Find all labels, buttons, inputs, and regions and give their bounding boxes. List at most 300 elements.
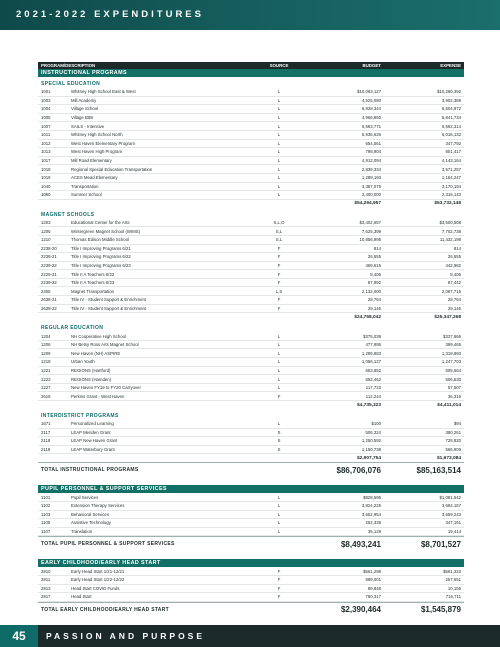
program-description: Title I Improving Programs 6/22 bbox=[71, 254, 131, 260]
program-description: REGIONS (Hamden) bbox=[71, 376, 112, 382]
budget-value: 35,129 bbox=[367, 529, 381, 535]
program-description: Title II A Teachers 6/22 bbox=[71, 271, 115, 277]
program-code: 2405 bbox=[41, 288, 51, 294]
table-row bbox=[38, 502, 464, 511]
program-code: 1210 bbox=[41, 237, 51, 243]
budget-value: 469,615 bbox=[365, 262, 381, 268]
funding-source: L bbox=[277, 106, 281, 112]
table-row bbox=[38, 270, 464, 279]
program-code: 2616 bbox=[41, 393, 51, 399]
budget-value: 2,132,000 bbox=[361, 288, 381, 294]
table-row bbox=[38, 157, 464, 166]
expense-value: 3,694,167 bbox=[441, 503, 461, 509]
expense-value: 4,143,164 bbox=[441, 158, 461, 164]
funding-source: L,S bbox=[275, 288, 283, 294]
budget-value: $561,298 bbox=[363, 568, 381, 574]
subtotal-expense: $4,411,014 bbox=[437, 402, 461, 408]
program-code: 1101 bbox=[41, 494, 51, 500]
funding-source: L bbox=[277, 158, 281, 164]
budget-value: 750,317 bbox=[365, 594, 381, 600]
program-description: Personalized Learning bbox=[71, 421, 114, 427]
col-budget: BUDGET bbox=[362, 63, 381, 68]
program-description: Urban Youth bbox=[71, 359, 95, 365]
subtotal-budget: $54,294,957 bbox=[354, 201, 381, 207]
program-description: New Haven (NH) ASPIRE bbox=[71, 350, 121, 356]
funding-source: L bbox=[277, 350, 281, 356]
budget-value: 5,593,771 bbox=[361, 123, 381, 129]
expense-value: $561,323 bbox=[443, 568, 461, 574]
program-code: 2117 bbox=[41, 429, 51, 435]
table-row bbox=[38, 576, 464, 585]
subtotal-expense: $25,347,268 bbox=[434, 314, 461, 320]
table-row bbox=[38, 585, 464, 594]
table-row bbox=[38, 349, 464, 358]
program-code: 1105 bbox=[41, 520, 51, 526]
program-code: 2239-22 bbox=[41, 262, 57, 268]
subsection-regular-education: REGULAR EDUCATION bbox=[41, 325, 104, 332]
table-row bbox=[38, 493, 464, 502]
section-pupil-personnel: PUPIL PERSONNEL & SUPPORT SERVICES bbox=[38, 485, 464, 493]
expense-value: $3,500,508 bbox=[439, 220, 461, 226]
table-row bbox=[38, 446, 464, 455]
budget-value: 652,462 bbox=[365, 376, 381, 382]
expense-value: 3,170,194 bbox=[441, 183, 461, 189]
expense-value: 801,417 bbox=[445, 149, 461, 155]
program-description: Magnet Transportation bbox=[71, 288, 114, 294]
funding-source: F bbox=[277, 594, 281, 600]
funding-source: S bbox=[277, 429, 281, 435]
funding-source: L bbox=[277, 192, 281, 198]
funding-source: S,L bbox=[275, 237, 283, 243]
program-description: Whitney High School North bbox=[71, 132, 123, 138]
expense-value: $1,081,542 bbox=[439, 494, 461, 500]
table-row bbox=[38, 341, 464, 350]
program-code: 1017 bbox=[41, 158, 51, 164]
pupil-personnel-rows bbox=[38, 493, 464, 536]
total-label: TOTAL PUPIL PERSONNEL & SUPPORT SERVICES bbox=[41, 541, 175, 548]
expense-value: 7,702,738 bbox=[441, 228, 461, 234]
funding-source: L bbox=[277, 503, 281, 509]
early-childhood-rows bbox=[38, 567, 464, 601]
program-code: 2817 bbox=[41, 594, 51, 600]
program-description: Head Start COVID Funds bbox=[71, 585, 120, 591]
program-description: Transportation bbox=[71, 183, 99, 189]
total-label: TOTAL EARLY CHILDHOOD/EARLY HEAD START bbox=[41, 606, 169, 613]
interdistrict-subtotal bbox=[38, 454, 464, 462]
program-description: Village School bbox=[71, 106, 99, 112]
magnet-schools-subtotal bbox=[38, 313, 464, 321]
program-description: SAILS - Intensive bbox=[71, 123, 105, 129]
section-early-childhood: EARLY CHILDHOOD/EARLY HEAD START bbox=[38, 559, 464, 567]
program-code: 1209 bbox=[41, 350, 51, 356]
expense-value: 2,087,716 bbox=[441, 288, 461, 294]
program-description: Perkins Grant - West Haven bbox=[71, 393, 125, 399]
program-code: 1205 bbox=[41, 228, 51, 234]
program-description: Title I Improving Programs 6/23 bbox=[71, 262, 131, 268]
program-description: REGIONS (Hartford) bbox=[71, 367, 111, 373]
table-row bbox=[38, 174, 464, 183]
funding-source: F bbox=[277, 245, 281, 251]
expenditure-table bbox=[38, 62, 464, 617]
table-row bbox=[38, 262, 464, 271]
budget-value: 6,928,344 bbox=[361, 106, 381, 112]
funding-source: L bbox=[277, 123, 281, 129]
program-code: 1203 bbox=[41, 220, 51, 226]
funding-source: L bbox=[277, 115, 281, 121]
program-code: 1004 bbox=[41, 106, 51, 112]
expense-value: 3,571,257 bbox=[441, 166, 461, 172]
program-code: 1103 bbox=[41, 511, 51, 517]
special-education-rows bbox=[38, 88, 464, 200]
column-header-row bbox=[38, 62, 464, 69]
program-description: NH Betsy Ross Arts Magnet School bbox=[71, 342, 139, 348]
funding-source: L bbox=[277, 97, 281, 103]
budget-value: 1,056,127 bbox=[361, 359, 381, 365]
subsection-special-education: SPECIAL EDUCATION bbox=[41, 81, 101, 87]
program-description: Translation bbox=[71, 529, 93, 535]
expense-value: 6,016,132 bbox=[441, 132, 461, 138]
total-budget: $2,390,464 bbox=[340, 605, 381, 615]
expense-value: $94 bbox=[453, 421, 461, 427]
budget-value: 3,387,075 bbox=[361, 183, 381, 189]
table-row bbox=[38, 191, 464, 200]
program-code: 2238-21 bbox=[41, 254, 57, 260]
expense-value: 87,442 bbox=[447, 280, 461, 286]
budget-value: 989,001 bbox=[365, 577, 381, 583]
funding-source: S,L,O bbox=[273, 220, 285, 226]
subtotal-expense: $53,732,148 bbox=[434, 201, 461, 207]
program-description: Regional Special Education Transportation bbox=[71, 166, 153, 172]
expense-value: 3,559,243 bbox=[441, 511, 461, 517]
expense-value: 347,161 bbox=[445, 520, 461, 526]
program-code: 1011 bbox=[41, 132, 51, 138]
expense-value: 566,909 bbox=[445, 447, 461, 453]
total-label: TOTAL INSTRUCTIONAL PROGRAMS bbox=[41, 467, 139, 474]
table-row bbox=[38, 140, 464, 149]
program-description: Early Head Start 1/22-12/22 bbox=[71, 577, 125, 583]
program-code: 1221 bbox=[41, 367, 51, 373]
table-row bbox=[38, 367, 464, 376]
subsection-magnet-schools: MAGNET SCHOOLS bbox=[41, 211, 95, 218]
budget-value: 7,625,399 bbox=[361, 228, 381, 234]
expense-value: 11,432,198 bbox=[439, 237, 461, 243]
budget-value: 112,244 bbox=[365, 393, 381, 399]
expense-value: 257,651 bbox=[445, 577, 461, 583]
total-expense: $8,701,527 bbox=[420, 539, 461, 549]
program-description: Extension Therapy Services bbox=[71, 503, 125, 509]
funding-source: F bbox=[277, 271, 281, 277]
total-instructional-row bbox=[38, 462, 464, 477]
program-code: 2119 bbox=[41, 447, 51, 453]
table-row bbox=[38, 253, 464, 262]
program-code: 1060 bbox=[41, 192, 51, 198]
program-description: Title IV - Student Support & Enrichment bbox=[71, 305, 147, 311]
budget-value: 2,400,000 bbox=[361, 192, 381, 198]
expense-value: 10,155 bbox=[447, 585, 461, 591]
program-description: NH Cooperative High School bbox=[71, 333, 126, 339]
program-description: Village BIBI bbox=[71, 115, 94, 121]
table-row bbox=[38, 593, 464, 602]
expense-value: 29,146 bbox=[447, 305, 461, 311]
table-row bbox=[38, 97, 464, 106]
expense-value: 6,604,972 bbox=[441, 106, 461, 112]
table-row bbox=[38, 88, 464, 97]
regular-education-rows bbox=[38, 332, 464, 401]
expense-value: $10,260,392 bbox=[437, 89, 461, 95]
program-description: LEAP Meriden Grant bbox=[71, 429, 111, 435]
program-description: Mill Academy bbox=[71, 97, 97, 103]
budget-value: 477,995 bbox=[365, 342, 381, 348]
program-code: 1018 bbox=[41, 166, 51, 172]
program-code: 1040 bbox=[41, 183, 51, 189]
budget-value: 8,406 bbox=[370, 271, 381, 277]
expense-value: 5,592,314 bbox=[441, 123, 461, 129]
program-description: Whitney High School East & West bbox=[71, 89, 136, 95]
budget-value: $10,063,127 bbox=[357, 89, 381, 95]
budget-value: 28,764 bbox=[367, 297, 381, 303]
funding-source: L bbox=[277, 140, 281, 146]
total-early-childhood-row bbox=[38, 602, 464, 617]
program-code: 2638-22 bbox=[41, 305, 57, 311]
table-row bbox=[38, 511, 464, 520]
funding-source: L bbox=[277, 89, 281, 95]
funding-source: F bbox=[277, 585, 281, 591]
budget-value: $100 bbox=[371, 421, 381, 427]
subtotal-budget: $2,907,754 bbox=[356, 455, 381, 461]
budget-value: 26,555 bbox=[367, 254, 381, 260]
funding-source: L bbox=[277, 166, 281, 172]
table-row bbox=[38, 375, 464, 384]
subtotal-budget: $4,735,323 bbox=[356, 402, 381, 408]
expense-value: 2,316,143 bbox=[441, 192, 461, 198]
program-code: 1206 bbox=[41, 342, 51, 348]
expense-value: 1,164,247 bbox=[441, 175, 461, 181]
funding-source: F bbox=[277, 568, 281, 574]
program-description: Thomas Edison Middle School bbox=[71, 237, 130, 243]
table-row bbox=[38, 183, 464, 192]
expense-value: 1,247,703 bbox=[441, 359, 461, 365]
program-description: LEAP New Haven Grant bbox=[71, 438, 118, 444]
special-education-subtotal bbox=[38, 200, 464, 208]
table-row bbox=[38, 429, 464, 438]
expense-value: 3,902,389 bbox=[441, 97, 461, 103]
table-row bbox=[38, 305, 464, 314]
budget-value: 653,852 bbox=[365, 367, 381, 373]
subsection-interdistrict: INTERDISTRICT PROGRAMS bbox=[41, 413, 119, 419]
expense-value: 28,764 bbox=[447, 297, 461, 303]
program-description: West Haven Elementary Program bbox=[71, 140, 135, 146]
budget-value: 10,856,995 bbox=[359, 237, 381, 243]
budget-value: 5,936,626 bbox=[361, 132, 381, 138]
program-description: Mill Road Elementary bbox=[71, 158, 112, 164]
program-code: 1003 bbox=[41, 97, 51, 103]
total-expense: $1,545,879 bbox=[420, 605, 461, 615]
program-code: 1019 bbox=[41, 175, 51, 181]
budget-value: $3,402,657 bbox=[359, 220, 381, 226]
budget-value: 1,150,738 bbox=[361, 447, 381, 453]
funding-source: F bbox=[277, 297, 281, 303]
budget-value: 506,324 bbox=[365, 429, 381, 435]
program-code: 2118 bbox=[41, 438, 51, 444]
table-row bbox=[38, 131, 464, 140]
funding-source: L bbox=[277, 359, 281, 365]
program-code: 2229-21 bbox=[41, 271, 57, 277]
expense-value: 442,982 bbox=[445, 262, 461, 268]
program-description: Behavioral Services bbox=[71, 511, 109, 517]
expense-value: 716,711 bbox=[445, 594, 461, 600]
budget-value: 2,839,334 bbox=[361, 166, 381, 172]
program-code: 1005 bbox=[41, 115, 51, 121]
total-budget: $8,493,241 bbox=[340, 539, 381, 549]
funding-source: S bbox=[277, 447, 281, 453]
program-description: ACES Mead Elementary bbox=[71, 175, 118, 181]
regular-education-subtotal bbox=[38, 401, 464, 409]
table-row bbox=[38, 287, 464, 296]
program-code: 1107 bbox=[41, 529, 51, 535]
program-description: Title II A Teachers 6/23 bbox=[71, 280, 115, 286]
page-title: 2021-2022 EXPENDITURES bbox=[16, 9, 204, 20]
funding-source: L bbox=[277, 529, 281, 535]
budget-value: 4,966,850 bbox=[361, 115, 381, 121]
program-code: 1102 bbox=[41, 503, 51, 509]
funding-source: L bbox=[277, 494, 281, 500]
funding-source: F bbox=[277, 280, 281, 286]
page-number: 45 bbox=[0, 625, 38, 647]
budget-value: 117,723 bbox=[365, 385, 381, 391]
table-row bbox=[38, 148, 464, 157]
program-description: Early Head Start 1/21-12/21 bbox=[71, 568, 125, 574]
footer-tagline: PASSION AND PURPOSE bbox=[46, 631, 206, 641]
expense-value: 347,792 bbox=[445, 140, 461, 146]
funding-source: S bbox=[277, 438, 281, 444]
table-row bbox=[38, 528, 464, 537]
program-code: 1013 bbox=[41, 149, 51, 155]
program-code: 1204 bbox=[41, 333, 51, 339]
budget-value: 798,904 bbox=[365, 149, 381, 155]
program-code: 2811 bbox=[41, 577, 51, 583]
budget-value: 29,146 bbox=[367, 305, 381, 311]
funding-source: L bbox=[277, 421, 281, 427]
budget-value: 1,250,592 bbox=[361, 438, 381, 444]
funding-source: L bbox=[277, 149, 281, 155]
expense-value: 36,319 bbox=[447, 393, 461, 399]
table-row bbox=[38, 384, 464, 393]
budget-value: 1,289,160 bbox=[361, 175, 381, 181]
funding-source: L bbox=[277, 511, 281, 517]
funding-source: L bbox=[277, 385, 281, 391]
program-code: 1671 bbox=[41, 421, 51, 427]
table-row bbox=[38, 165, 464, 174]
table-row bbox=[38, 122, 464, 131]
table-row bbox=[38, 567, 464, 576]
program-code: 1218 bbox=[41, 359, 51, 365]
program-description: Pupil Services bbox=[71, 494, 99, 500]
program-code: 1223 bbox=[41, 376, 51, 382]
program-description: Head Start bbox=[71, 594, 92, 600]
program-code: 2238-20 bbox=[41, 245, 57, 251]
program-description: Summer School bbox=[71, 192, 102, 198]
table-row bbox=[38, 114, 464, 123]
program-description: Wintergreen Magnet School (WIMS) bbox=[71, 228, 141, 234]
funding-source: L bbox=[277, 342, 281, 348]
program-description: Title I Improving Programs 6/21 bbox=[71, 245, 131, 251]
funding-source: F bbox=[277, 393, 281, 399]
expense-value: 57,507 bbox=[447, 385, 461, 391]
subtotal-budget: $24,768,042 bbox=[354, 314, 381, 320]
program-code: 1012 bbox=[41, 140, 51, 146]
program-description: New Haven FY19 to FY20 Carryover bbox=[71, 385, 141, 391]
budget-value: 89,848 bbox=[367, 585, 381, 591]
expense-value: $337,966 bbox=[443, 333, 461, 339]
funding-source: L bbox=[277, 367, 281, 373]
table-row bbox=[38, 219, 464, 228]
expense-value: 1,319,860 bbox=[441, 350, 461, 356]
funding-source: L bbox=[277, 520, 281, 526]
funding-source: L bbox=[277, 132, 281, 138]
program-code: 2813 bbox=[41, 585, 51, 591]
col-source: SOURCE bbox=[269, 63, 289, 68]
table-row bbox=[38, 105, 464, 114]
budget-value: 4,912,094 bbox=[361, 158, 381, 164]
budget-value: 87,892 bbox=[367, 280, 381, 286]
funding-source: L bbox=[277, 376, 281, 382]
interdistrict-rows bbox=[38, 420, 464, 454]
table-row bbox=[38, 437, 464, 446]
table-row bbox=[38, 245, 464, 254]
expense-value: 725,820 bbox=[445, 438, 461, 444]
budget-value: 814 bbox=[373, 245, 381, 251]
expense-value: 8,406 bbox=[450, 271, 461, 277]
program-code: 1007 bbox=[41, 123, 51, 129]
program-code: 2239-22 bbox=[41, 280, 57, 286]
section-instructional: INSTRUCTIONAL PROGRAMS bbox=[38, 69, 464, 77]
total-expense: $85,163,514 bbox=[416, 465, 461, 475]
expense-value: 506,630 bbox=[445, 376, 461, 382]
table-row bbox=[38, 420, 464, 429]
subtotal-expense: $1,673,084 bbox=[436, 455, 461, 461]
budget-value: 3,552,954 bbox=[361, 511, 381, 517]
funding-source: L bbox=[277, 175, 281, 181]
program-code: 2638-21 bbox=[41, 297, 57, 303]
col-program: PROGRAM/DESCRIPTION bbox=[41, 63, 96, 68]
expense-value: 380,261 bbox=[445, 429, 461, 435]
program-description: Educational Center for the Arts bbox=[71, 220, 130, 226]
funding-source: S,L bbox=[275, 228, 283, 234]
total-pupil-personnel-row bbox=[38, 536, 464, 551]
table-row bbox=[38, 227, 464, 236]
budget-value: $375,039 bbox=[363, 333, 381, 339]
funding-source: F bbox=[277, 305, 281, 311]
expense-value: 26,555 bbox=[447, 254, 461, 260]
budget-value: $828,595 bbox=[363, 494, 381, 500]
funding-source: L bbox=[277, 333, 281, 339]
budget-value: 1,289,883 bbox=[361, 350, 381, 356]
funding-source: F bbox=[277, 262, 281, 268]
expense-value: 5,841,734 bbox=[441, 115, 461, 121]
funding-source: F bbox=[277, 254, 281, 260]
program-code: 2810 bbox=[41, 568, 51, 574]
table-row bbox=[38, 279, 464, 288]
table-row bbox=[38, 392, 464, 401]
program-description: West Haven High Program bbox=[71, 149, 123, 155]
funding-source: L bbox=[277, 183, 281, 189]
table-row bbox=[38, 519, 464, 528]
program-code: 1001 bbox=[41, 89, 51, 95]
budget-value: 252,338 bbox=[365, 520, 381, 526]
program-code: 1227 bbox=[41, 385, 51, 391]
program-description: Assistive Technology bbox=[71, 520, 111, 526]
funding-source: F bbox=[277, 577, 281, 583]
